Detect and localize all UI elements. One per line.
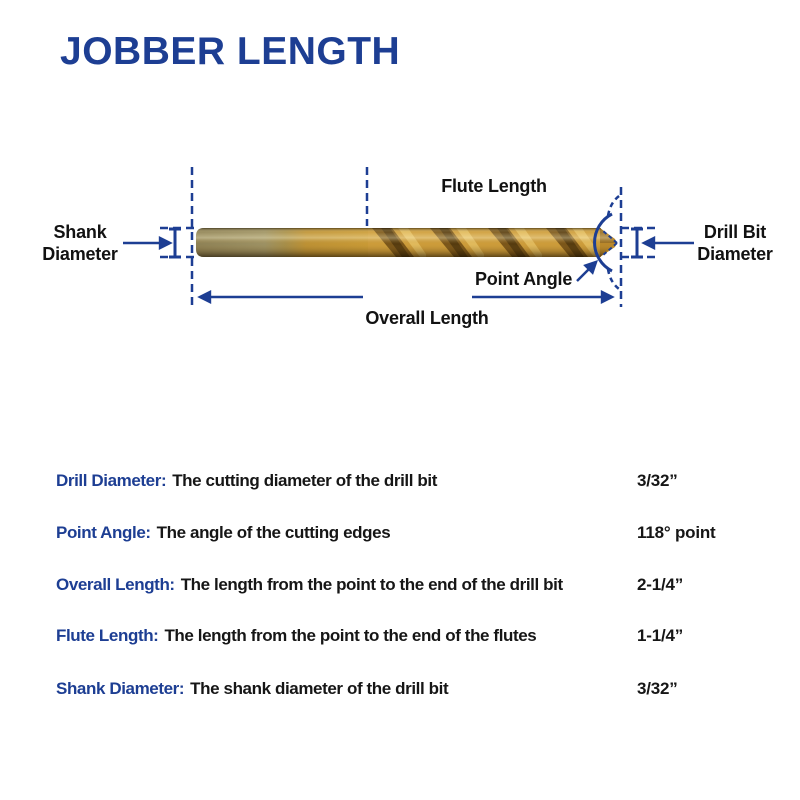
flute-length-label: Flute Length bbox=[441, 176, 547, 196]
spec-value: 3/32” bbox=[637, 679, 678, 698]
spec-description: The length from the point to the end of the drill bit bbox=[180, 575, 563, 594]
spec-label: Flute Length: bbox=[56, 626, 159, 645]
spec-value: 1-1/4” bbox=[637, 626, 684, 645]
spec-row-point-angle bbox=[0, 523, 800, 545]
spec-value: 2-1/4” bbox=[637, 575, 684, 594]
spec-description: The cutting diameter of the drill bit bbox=[172, 471, 437, 490]
shank-diameter-label-line2: Diameter bbox=[42, 244, 118, 264]
spec-row-flute-length bbox=[0, 626, 800, 648]
spec-description: The length from the point to the end of the flutes bbox=[164, 626, 537, 645]
drill-bit-diameter-label-line1: Drill Bit bbox=[703, 222, 767, 242]
shank-diameter-tick bbox=[169, 229, 181, 257]
point-angle-arc-dashed-top bbox=[608, 196, 619, 216]
point-angle-pointer-arrow bbox=[577, 262, 596, 281]
shank-diameter-label bbox=[30, 221, 130, 265]
point-angle-arc-dashed-bottom bbox=[608, 269, 619, 289]
spec-description: The shank diameter of the drill bit bbox=[190, 679, 449, 698]
drill-bit-shading bbox=[196, 228, 617, 257]
spec-value: 3/32” bbox=[637, 471, 678, 490]
spec-value: 118° point bbox=[637, 523, 716, 542]
spec-row-shank-diameter bbox=[0, 679, 800, 701]
spec-label: Shank Diameter: bbox=[56, 679, 185, 698]
drill-bit-illustration bbox=[196, 228, 617, 257]
bit-diameter-tick bbox=[631, 229, 643, 257]
page-title: JOBBER LENGTH bbox=[60, 30, 401, 73]
spec-row-overall-length bbox=[0, 575, 800, 597]
drill-bit-diameter-label-line2: Diameter bbox=[697, 244, 773, 264]
point-angle-label: Point Angle bbox=[475, 269, 573, 289]
spec-description: The angle of the cutting edges bbox=[156, 523, 391, 542]
spec-label: Point Angle: bbox=[56, 523, 151, 542]
shank-diameter-label-line1: Shank bbox=[53, 222, 107, 242]
spec-row-drill-diameter bbox=[0, 471, 800, 493]
drill-bit-diameter-label bbox=[685, 221, 785, 265]
spec-label: Overall Length: bbox=[56, 575, 175, 594]
spec-label: Drill Diameter: bbox=[56, 471, 167, 490]
overall-length-label: Overall Length bbox=[365, 308, 489, 328]
